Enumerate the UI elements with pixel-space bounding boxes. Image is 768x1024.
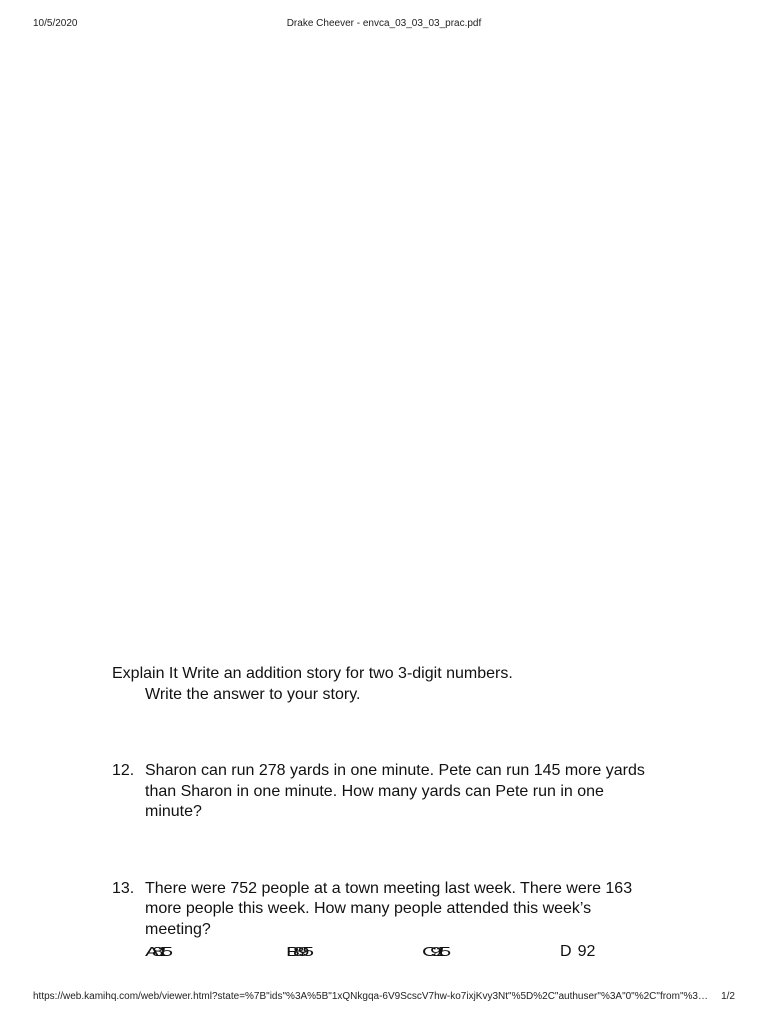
document-title: Drake Cheever - envca_03_03_03_prac.pdf (286, 18, 482, 29)
source-url: https://web.kamihq.com/web/viewer.html?state=%7B"ids"%3A%5B"1xQNkgqa-6V9ScscV7hw-ko7ixjKvy3Nt"%5D%2C"authuser"%3A"0"%2C"from"%3… (33, 991, 708, 1002)
page-number: 1/2 (721, 991, 735, 1002)
choice-letter: B (286, 944, 294, 959)
question-number: 12. (112, 762, 135, 779)
choice-letter: C (422, 944, 431, 959)
worksheet-content (112, 664, 652, 966)
print-header (0, 18, 768, 32)
choice-value: 92 (577, 943, 596, 960)
choice-value: 915 (430, 944, 445, 959)
explain-it-prompt (112, 664, 652, 705)
choice-letter: A (145, 944, 153, 959)
choice-d[interactable] (560, 942, 595, 963)
question-text: Sharon can run 278 yards in one minute. Pete can run 145 more yards than Sharon in one minute. How many yards can Pete run in one minute? (145, 762, 645, 820)
question-12 (112, 761, 652, 823)
choice-value: 895 (293, 944, 308, 959)
answer-choices (145, 942, 652, 966)
question-number: 13. (112, 879, 135, 897)
explain-it-line-1: Explain It Write an addition story for two 3-digit numbers. (112, 665, 513, 682)
print-date: 10/5/2020 (33, 18, 78, 29)
explain-it-line-2: Write the answer to your story. (145, 685, 361, 703)
question-13 (112, 879, 652, 941)
print-footer (0, 991, 768, 1005)
choice-b[interactable] (286, 946, 307, 959)
choice-a[interactable] (145, 946, 166, 959)
question-text: There were 752 people at a town meeting last week. There were 163 more people this week. How many people attended this week’s meeting? (145, 879, 633, 938)
choice-letter: D (560, 943, 572, 960)
choice-value: 815 (152, 944, 167, 959)
choice-c[interactable] (422, 946, 444, 959)
